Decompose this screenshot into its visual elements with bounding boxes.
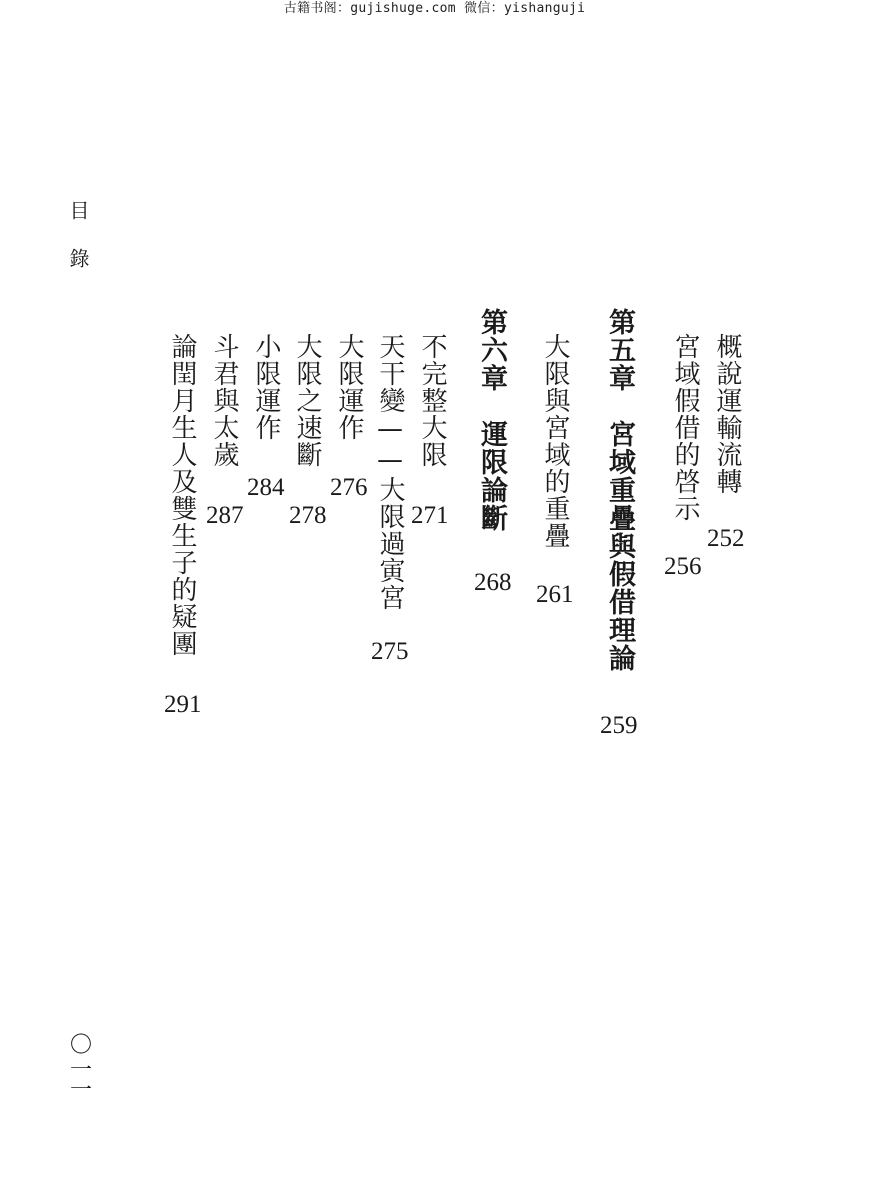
folio-char: 〇	[70, 1033, 93, 1058]
folio-char: 一	[70, 1058, 93, 1083]
toc-entry-page: 291	[164, 691, 202, 718]
toc-entry-page: 256	[664, 553, 702, 580]
toc-entry-page: 278	[289, 502, 327, 529]
side-title: 目錄	[66, 200, 90, 296]
chapter-heading: 第六章 運限論斷	[476, 308, 507, 532]
toc-entry-title: 不完整大限	[417, 333, 447, 468]
toc-entry-page: 261	[536, 581, 574, 608]
toc-entry-page: 252	[707, 525, 745, 552]
toc-entry-title: 大限與宮域的重疊	[540, 333, 570, 549]
toc-entry-title: 大限之速斷	[292, 333, 322, 468]
toc-entry-page: 259	[600, 712, 638, 739]
toc-entry-page: 284	[247, 474, 285, 501]
toc-entry-title: 論閏月生人及雙生子的疑團	[167, 333, 197, 657]
toc-entry-title: 宮域假借的啓示	[670, 333, 700, 522]
toc-entry-page: 271	[411, 502, 449, 529]
toc-entry-title: 斗君與太歲	[209, 333, 239, 468]
folio-char: 一	[70, 1078, 93, 1103]
chapter-heading: 第五章 宮域重疊與假借理論	[604, 308, 635, 672]
toc-entry-title: 小限運作	[251, 333, 281, 441]
toc-entry-page: 275	[371, 638, 409, 665]
watermark-text: 古籍书阁：gujishuge.com 微信：yishanguji	[283, 1, 586, 16]
toc-entry-title: 天干變——大限過寅宮	[375, 333, 405, 611]
toc-entry-page: 276	[330, 474, 368, 501]
toc-entry-title: 概說運輸流轉	[712, 333, 742, 495]
toc-entry-title: 大限運作	[334, 333, 364, 441]
toc-entry-page: 268	[474, 569, 512, 596]
toc-entry-page: 287	[206, 502, 244, 529]
